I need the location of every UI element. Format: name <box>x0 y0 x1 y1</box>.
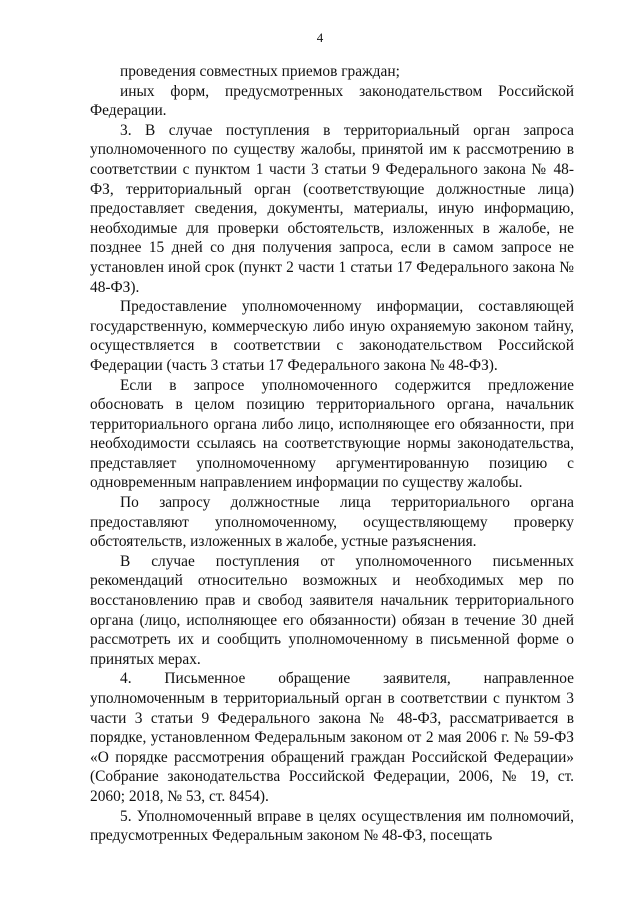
paragraph-written-recommendations: В случае поступления от уполномоченного письменных рекомендаций относительно возможных и необходимых мер по восстановлению прав и свобод заявителя начальник территориального органа (лицо, исполняющее его обязанности) обязан в течение 30 дней рассмотреть их и сообщить уполномоченному в письменной форме о принятых мерах. <box>90 552 574 668</box>
page-number: 4 <box>316 30 324 45</box>
paragraph-clause-4: 4. Письменное обращение заявителя, направленное уполномоченным в территориальный орган в соответствии с пунктом 3 части 3 статьи 9 Федерального закона № 48-ФЗ, рассматривается в порядке, установленном Федеральным законом от 2 мая 2006 г. № 59-ФЗ «О порядке рассмотрения обращений граждан Российской Федерации» (Собрание законодательства Российской Федерации, 2006, № 19, ст. 2060; 2018, № 53, ст. 8454). <box>90 670 574 805</box>
paragraph-position-justification: Если в запросе уполномоченного содержится предложение обосновать в целом позицию территориального органа, начальник территориального органа либо лицо, исполняющее его обязанности, при необходимости ссылаясь на соответствующие нормы законодательства, представляет уполномоченному аргументированную позицию с одновременным направлением информации по существу жалобы. <box>90 376 574 492</box>
paragraph-oral-explanations: По запросу должностные лица территориального органа предоставляют уполномоченному, осуществляющему проверку обстоятельств, изложенных в жалобе, устные разъяснения. <box>90 494 574 551</box>
paragraph-joint-receptions: проведения совместных приемов граждан; <box>120 63 400 80</box>
paragraph-clause-5: 5. Уполномоченный вправе в целях осуществления им полномочий, предусмотренных Федеральным законом № 48-ФЗ, посещать <box>90 807 574 845</box>
paragraph-clause-3: 3. В случае поступления в территориальный орган запроса уполномоченного по существу жалобы, принятой им к рассмотрению в соответствии с пунктом 1 части 3 статьи 9 Федерального закона № 48-ФЗ, территориальный орган (соответствующие должностные лица) предоставляет сведения, документы, материалы, иную информацию, необходимые для проверки обстоятельств, изложенных в жалобе, не позднее 15 дней со дня получения запроса, если в самом запросе не установлен иной срок (пункт 2 части 1 статьи 17 Федерального закона № 48-ФЗ). <box>90 121 574 296</box>
document-body <box>90 62 574 846</box>
paragraph-secret-information: Предоставление уполномоченному информации, составляющей государственную, коммерческую либо иную охраняемую законом тайну, осуществляется в соответствии с законодательством Российской Федерации (часть 3 статьи 17 Федерального закона № 48-ФЗ). <box>90 298 574 374</box>
paragraph-other-forms: иных форм, предусмотренных законодательством Российской Федерации. <box>90 82 574 120</box>
